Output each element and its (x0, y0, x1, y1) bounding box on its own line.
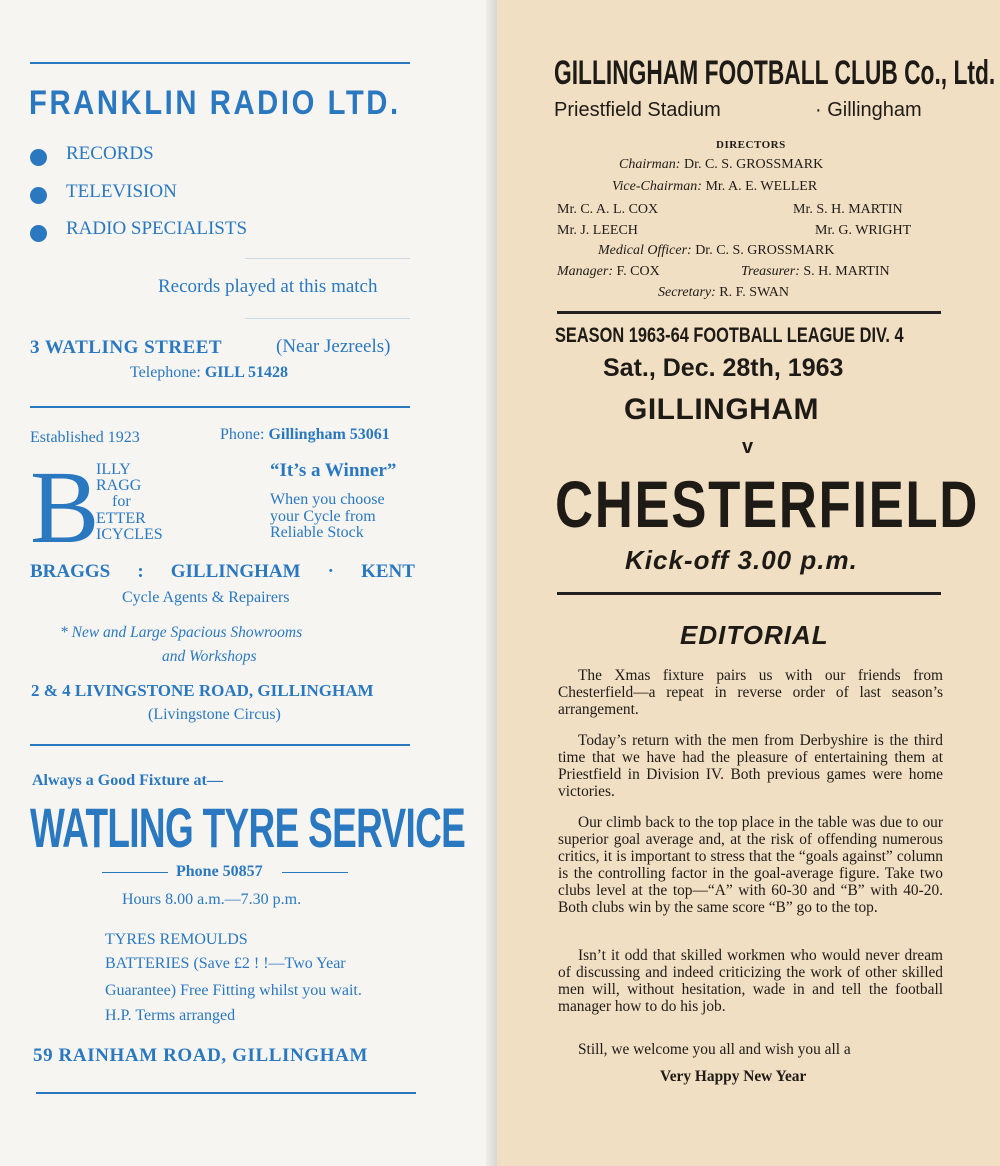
franklin-item-radio: RADIO SPECIALISTS (66, 218, 248, 239)
divider (557, 311, 941, 314)
right-page (497, 0, 1000, 1166)
manager-label: Manager: (557, 264, 613, 279)
separator: · (327, 561, 335, 582)
slogan-text-line: When you choose (270, 491, 385, 508)
paragraph-text: Our climb back to the top place in the table was due to our superior goal average and, at the risk of offending numerous critics, it is important to stress that the “goals against” column is the controlling factor in the goal-average figure. Take two clubs level at the top—“A” with 60-30 and “B” with 40-20. Both clubs win by the same score “B” go to the top. (558, 814, 943, 916)
records-played-line: Records played at this match (158, 276, 378, 297)
watling-line: BATTERIES (Save £2 ! !—Two Year (105, 955, 346, 972)
bullet-icon (30, 149, 47, 166)
workshops-line: and Workshops (162, 648, 257, 665)
braggs-address: 2 & 4 LIVINGSTONE ROAD, GILLINGHAM (31, 681, 374, 700)
closing-greeting: Very Happy New Year (660, 1068, 807, 1085)
gillingham-word: GILLINGHAM (170, 561, 301, 582)
acrostic-line: RAGG (96, 477, 142, 495)
telephone-label: Telephone: (130, 364, 201, 381)
slogan-text-line: Reliable Stock (270, 524, 364, 541)
divider (36, 1092, 416, 1094)
braggs-name-line (30, 561, 415, 583)
acrostic-line: for (112, 493, 131, 511)
kick-off-time: Kick-off 3.00 p.m. (625, 545, 858, 575)
vice-chairman-name: Mr. A. E. WELLER (705, 179, 818, 194)
stadium-name: Priestfield Stadium (554, 99, 721, 121)
separator: : (137, 561, 144, 582)
livingstone-circus: (Livingstone Circus) (148, 706, 281, 723)
divider (30, 744, 410, 746)
editorial-paragraph (558, 947, 943, 1015)
kent-word: KENT (361, 561, 415, 582)
secretary-name: R. F. SWAN (719, 285, 789, 300)
watling-line: Guarantee) Free Fitting whilst you wait. (105, 982, 362, 999)
braggs-slogan: “It’s a Winner” (270, 460, 397, 481)
acrostic-line: ILLY (96, 461, 131, 478)
directors-heading: DIRECTORS (716, 139, 786, 151)
paragraph-text: Today’s return with the men from Derbyshire is the third time that we have had the pleasure of entertaining them at Priestfield in Division IV. Both previous games were home victories. (558, 732, 943, 800)
town-name: · Gillingham (815, 99, 922, 121)
secretary-label: Secretary: (658, 285, 716, 300)
franklin-address: 3 WATLING STREET (30, 337, 223, 358)
bullet-icon (30, 225, 47, 242)
watling-line: H.P. Terms arranged (105, 1007, 236, 1024)
cycle-agents-line: Cycle Agents & Repairers (122, 589, 290, 606)
season-heading: SEASON 1963-64 FOOTBALL LEAGUE DIV. 4 (555, 324, 904, 347)
acrostic-line: ETTER (96, 509, 146, 527)
good-fixture-line: Always a Good Fixture at— (32, 772, 223, 789)
watling-tyre-name: WATLING TYRE SERVICE (30, 796, 466, 859)
franklin-item-records: RECORDS (66, 143, 154, 164)
home-team: GILLINGHAM (624, 393, 819, 426)
franklin-item-television: TELEVISION (66, 181, 177, 202)
club-title: GILLINGHAM FOOTBALL CLUB Co., Ltd. (554, 54, 996, 92)
billy-bragg-logo-letter: B (30, 450, 100, 565)
director-name: Mr. G. WRIGHT (815, 223, 912, 238)
versus: v (742, 436, 754, 458)
franklin-address-note: (Near Jezreels) (276, 336, 391, 357)
editorial-paragraph (558, 814, 943, 916)
director-name: Mr. C. A. L. COX (557, 202, 659, 217)
paragraph-text: Still, we welcome you all and wish you all a (578, 1041, 851, 1058)
medical-officer-name: Dr. C. S. GROSSMARK (695, 243, 835, 258)
treasurer-label: Treasurer: (741, 264, 800, 279)
divider (557, 592, 941, 595)
franklin-telephone: GILL 51428 (204, 364, 288, 381)
away-team: CHESTERFIELD (555, 467, 980, 541)
watling-hours: Hours 8.00 a.m.—7.30 p.m. (122, 891, 302, 908)
director-name: Mr. S. H. MARTIN (793, 202, 903, 217)
paragraph-text: The Xmas fixture pairs us with our friends from Chesterfield—a repeat in reverse order of last season’s arrangement. (558, 667, 943, 718)
franklin-radio-name: FRANKLIN RADIO LTD. (29, 84, 401, 122)
medical-officer-label: Medical Officer: (598, 243, 692, 258)
editorial-paragraph (558, 732, 943, 800)
bullet-icon (30, 187, 47, 204)
established-year: Established 1923 (30, 429, 140, 446)
phone-label: Phone: (220, 426, 265, 443)
divider (245, 318, 410, 319)
braggs-phone: Gillingham 53061 (268, 426, 390, 443)
divider (282, 872, 348, 873)
vice-chairman-label: Vice-Chairman: (612, 179, 702, 194)
editorial-title: EDITORIAL (680, 620, 829, 650)
treasurer-name: S. H. MARTIN (803, 264, 890, 279)
divider (102, 872, 168, 873)
paragraph-text: Isn’t it odd that skilled workmen who would never dream of discussing and indeed criticizing the work of other skilled men will, without hesitation, wade in and tell the football manager how to do his job. (558, 947, 943, 1015)
editorial-paragraph (558, 1041, 943, 1058)
director-name: Mr. J. LEECH (557, 223, 638, 238)
watling-phone: Phone 50857 (176, 863, 263, 880)
divider (30, 406, 410, 408)
slogan-text-line: your Cycle from (270, 507, 376, 525)
divider (30, 62, 410, 64)
match-date: Sat., Dec. 28th, 1963 (603, 354, 844, 382)
acrostic-line: ICYCLES (96, 525, 163, 543)
divider (245, 258, 410, 259)
chairman-name: Dr. C. S. GROSSMARK (683, 157, 824, 172)
manager-name: F. COX (616, 264, 660, 279)
showrooms-line: * New and Large Spacious Showrooms (60, 624, 303, 641)
watling-line: TYRES REMOULDS (105, 931, 248, 948)
chairman-label: Chairman: (619, 157, 681, 172)
braggs-word: BRAGGS (30, 561, 111, 582)
editorial-paragraph (558, 667, 943, 718)
left-page (0, 0, 496, 1166)
watling-address: 59 RAINHAM ROAD, GILLINGHAM (33, 1045, 368, 1066)
